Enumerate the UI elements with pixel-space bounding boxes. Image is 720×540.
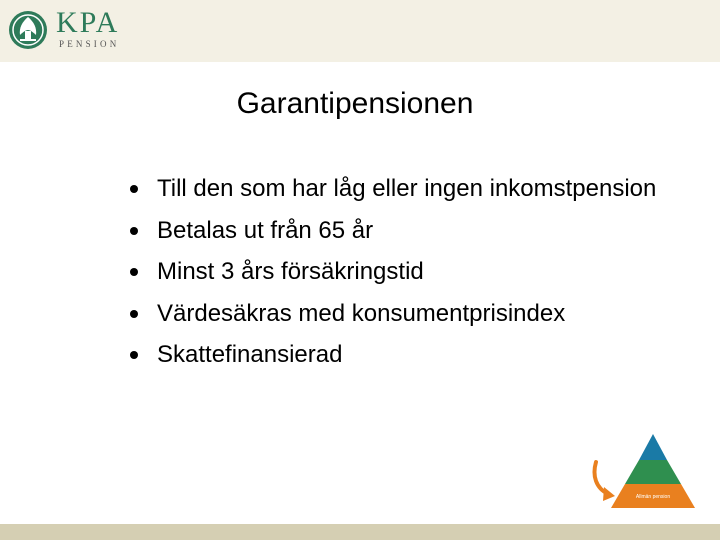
bullet-text: Betalas ut från 65 år xyxy=(157,216,374,244)
bullet-list xyxy=(128,168,688,376)
bullet-dot-icon xyxy=(130,268,138,276)
bullet-item xyxy=(128,334,688,376)
bullet-dot-icon xyxy=(130,351,138,359)
logo-subtext: PENSION xyxy=(59,39,120,49)
pyramid-middle-segment xyxy=(625,460,681,484)
logo-wordmark: KPA xyxy=(56,6,120,39)
bullet-dot-icon xyxy=(130,227,138,235)
bullet-dot-icon xyxy=(130,310,138,318)
pyramid-label: Allmän pension xyxy=(635,494,671,500)
pyramid-top-segment xyxy=(639,434,667,460)
bullet-text: Värdesäkras med konsumentprisindex xyxy=(157,299,566,327)
bullet-text: Till den som har låg eller ingen inkomstpension xyxy=(157,175,657,202)
header-band xyxy=(0,0,720,62)
bullet-dot-icon xyxy=(130,185,138,193)
pension-pyramid-graphic xyxy=(588,432,714,512)
kpa-logo-icon xyxy=(8,10,48,50)
bullet-text: Minst 3 års försäkringstid xyxy=(157,258,424,285)
bullet-item xyxy=(128,293,688,335)
bullet-item xyxy=(128,210,688,252)
bullet-item xyxy=(128,168,688,210)
bullet-item xyxy=(128,251,688,293)
bullet-text: Skattefinansierad xyxy=(157,341,343,368)
slide-title: Garantipensionen xyxy=(236,87,474,120)
footer-band xyxy=(0,524,720,540)
arrow-head-icon xyxy=(603,487,615,501)
